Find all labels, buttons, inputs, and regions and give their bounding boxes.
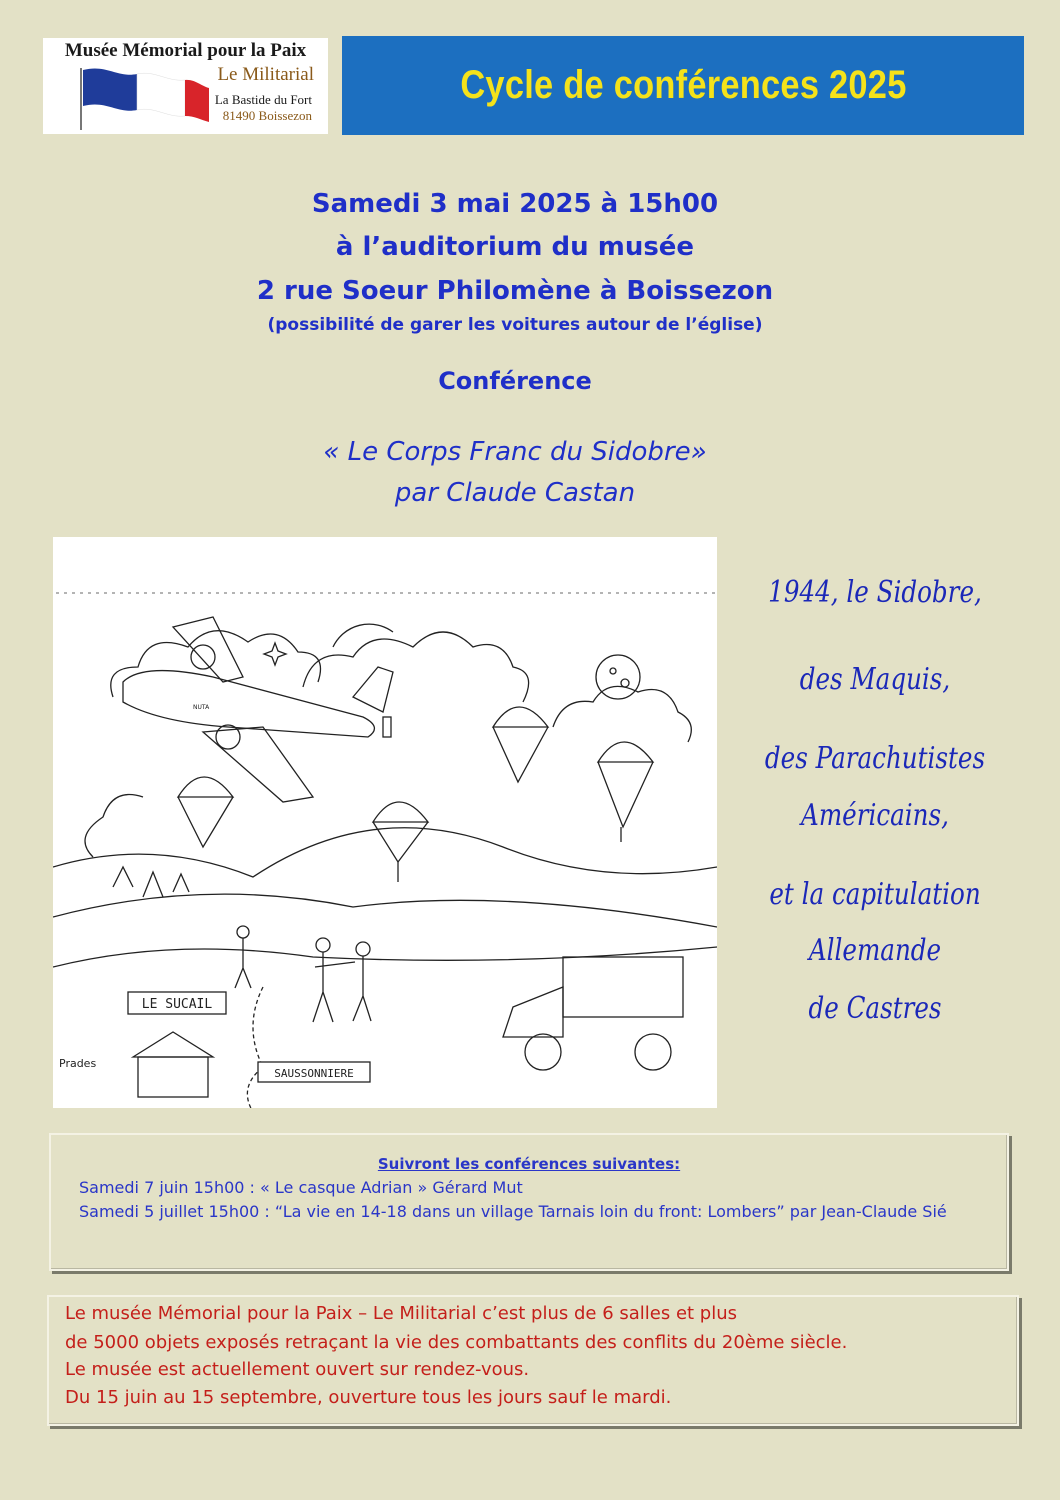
tagline-line: 1944, le Sidobre,: [768, 575, 982, 610]
logo-subtitle: Le Militarial: [217, 64, 314, 85]
event-address: 2 rue Soeur Philomène à Boissezon: [256, 276, 774, 306]
wartime-scene-drawing: [53, 537, 717, 1108]
event-venue: à l’auditorium du musée: [335, 232, 695, 262]
french-flag-icon: [77, 66, 227, 130]
tagline-line: de Castres: [808, 991, 942, 1026]
map-label-prades: Prades: [59, 1057, 97, 1070]
museum-info-line: Du 15 juin au 15 septembre, ouverture tous les jours sauf le mardi.: [65, 1387, 672, 1408]
map-label-saussonniere: SAUSSONNIERE: [274, 1067, 354, 1080]
tagline-line: et la capitulation: [769, 877, 981, 912]
talk-title: « Le Corps Franc du Sidobre»: [323, 437, 707, 467]
map-label-le-sucail: LE SUCAIL: [141, 997, 213, 1012]
upcoming-item: Samedi 7 juin 15h00 : « Le casque Adrian » Gérard Mut: [79, 1178, 523, 1197]
event-type: Conférence: [438, 367, 592, 395]
talk-speaker: par Claude Castan: [394, 478, 636, 508]
tagline-line: des Parachutistes: [764, 741, 986, 776]
upcoming-heading: Suivront les conférences suivantes:: [377, 1155, 681, 1173]
museum-info-box: [47, 1295, 1019, 1426]
plane-marking: NUTA: [193, 704, 210, 711]
tagline-line: Américains,: [801, 798, 949, 833]
logo-title: Musée Mémorial pour la Paix: [64, 40, 307, 61]
event-details: [0, 183, 1030, 313]
tagline-line: Allemande: [808, 933, 942, 968]
title-banner: [342, 36, 1024, 135]
upcoming-item: Samedi 5 juillet 15h00 : “La vie en 14-18 dans un village Tarnais loin du front: Lombers” par Jean-Claude Sié: [79, 1202, 947, 1221]
illustration: [53, 537, 717, 1108]
museum-logo: [43, 38, 328, 134]
tagline-line: des Maquis,: [799, 662, 951, 697]
banner-title: Cycle de conférences 2025: [459, 63, 907, 107]
event-date: Samedi 3 mai 2025 à 15h00: [311, 189, 719, 219]
logo-place: La Bastide du Fort: [214, 92, 312, 107]
parking-note: (possibilité de garer les voitures autour de l’église): [267, 315, 763, 335]
museum-info-line: Le musée est actuellement ouvert sur rendez-vous.: [65, 1359, 530, 1380]
museum-info-line: Le musée Mémorial pour la Paix – Le Militarial c’est plus de 6 salles et plus: [65, 1303, 738, 1324]
logo-zip: 81490 Boissezon: [222, 108, 312, 123]
museum-info-line: de 5000 objets exposés retraçant la vie des combattants des conflits du 20ème siècle.: [65, 1332, 848, 1353]
upcoming-conferences-box: [49, 1133, 1009, 1271]
